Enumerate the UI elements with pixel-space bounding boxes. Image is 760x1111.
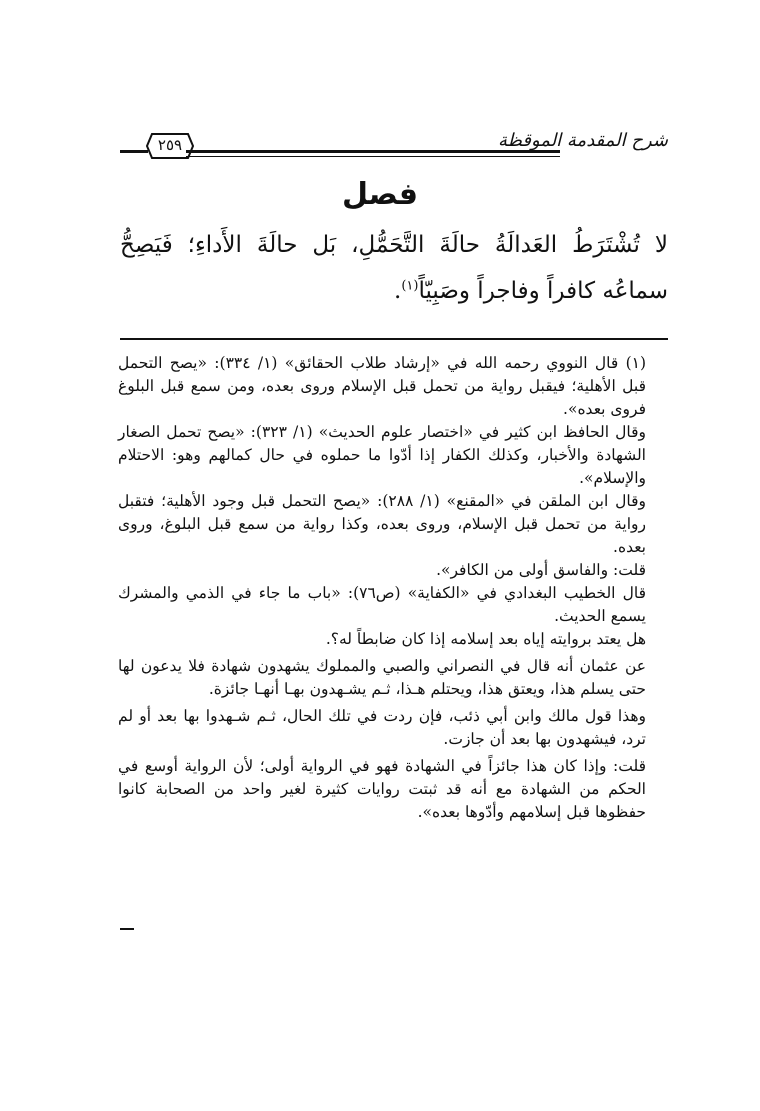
header-rule-end	[120, 150, 148, 153]
section-heading: فصل	[342, 177, 418, 212]
footnote-paragraph: قال الخطيب البغدادي في «الكفاية» (ص٧٦): «باب ما جاء في الذمي والمشرك يسمع الحديث.	[118, 584, 646, 625]
header-rule-thin	[186, 156, 560, 157]
footnote-paragraph: وهذا قول مالك وابن أبي ذئب، فإن ردت في تلك الحال، ثـم شـهدوا بها بعد أو لم ترد، فيشهدون بها بعد أن جازت.	[118, 707, 646, 748]
footnote-reference[interactable]: (١)	[401, 278, 419, 294]
footnote-separator	[120, 338, 668, 340]
main-paragraph-text: لا تُشْتَرَطُ العَدالَةُ حالَةَ التَّحَمُّلِ، بَل حالَةَ الأَداءِ؛ فَيَصِحُّ سماعُه كافراً وفاجراً وصَبِيّاً	[120, 232, 668, 304]
footnote-paragraph: وقال الحافظ ابن كثير في «اختصار علوم الحديث» (١/ ٣٢٣): «يصح تحمل الصغار الشهادة والأخبار، وكذلك الكفار إذا أدّوا ما حملوه في حال كمالهم وهو: الاحتلام والإسلام».	[118, 423, 647, 487]
main-paragraph-end: .	[394, 278, 402, 304]
footnote-paragraph: هل يعتد بروايته إياه بعد إسلامه إذا كان ضابطاً له؟.	[325, 630, 646, 648]
footnote-paragraph: قلت: والفاسق أولى من الكافر».	[436, 561, 646, 579]
page-number: ٢٥٩	[157, 136, 183, 154]
footnote-paragraph: عن عثمان أنه قال في النصراني والصبي والمملوك يشهدون شهادة فلا يدعون لها حتى يسلم هذا، ويعتق هذا، ويحتلم هـذا، ثـم يشـهدون بهـا أنهـا جائزة.	[118, 657, 646, 698]
footnotes	[118, 352, 670, 824]
main-text	[120, 222, 668, 314]
footnote-paragraph: قلت: وإذا كان هذا جائزاً في الشهادة فهو في الرواية أولى؛ لأن الرواية أوسع في الحكم من الشهادة مع أنه قد ثبتت روايات كثيرة لغير واحد من الصحابة كانوا حفظوها قبل إسلامهم وأدّوها بعده».	[118, 757, 646, 821]
footnote-paragraph: وقال ابن الملقن في «المقنع» (١/ ٢٨٨): «يصح التحمل قبل وجود الأهلية؛ فتقبل رواية من تحمل قبل الإسلام، وروى بعده، وكذا رواية من سمع قبل البلوغ، وروى بعده.	[118, 492, 647, 556]
footnote-paragraph: (١) قال النووي رحمه الله في «إرشاد طلاب الحقائق» (١/ ٣٣٤): «يصح التحمل قبل الأهلية؛ فيقبل رواية من تحمل قبل الإسلام وروى بعده، ومن سمع قبل البلوغ فروى بعده».	[118, 354, 647, 418]
page-header	[120, 120, 668, 166]
running-title: شرح المقدمة الموقظة	[497, 130, 668, 151]
main-paragraph	[120, 222, 668, 314]
end-mark	[120, 928, 134, 930]
